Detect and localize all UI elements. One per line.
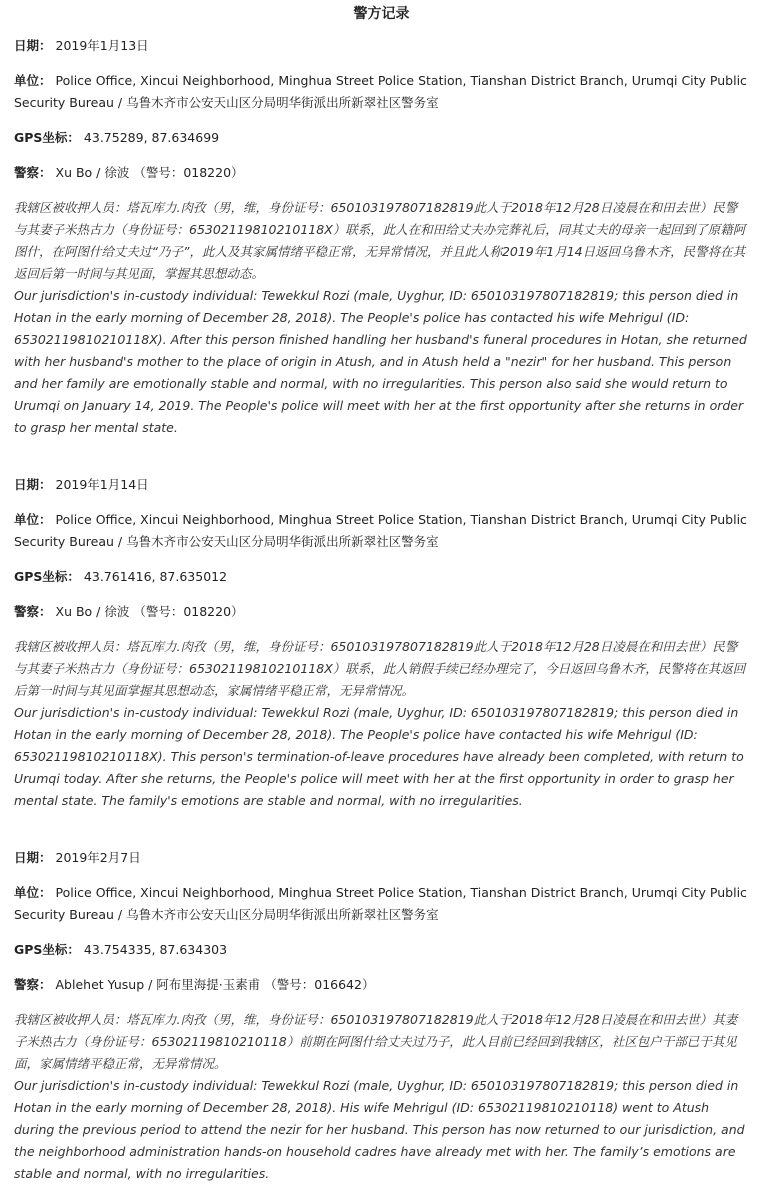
officer-label: 警察： — [14, 977, 52, 992]
unit-value: Police Office, Xincui Neighborhood, Minghua Street Police Station, Tianshan District Branch, Urumqi City Public Security Bureau / 乌鲁木齐市公安天山区分局明华街派出所新翠社区警务室 — [14, 885, 747, 922]
record-unit — [14, 70, 749, 114]
record-body-english: Our jurisdiction's in-custody individual: Tewekkul Rozi (male, Uyghur, ID: 650103197807182819; this person died in Hotan in the early morning of December 28, 2018). The People's police have contacted his wife Mehrigul (ID: 65302119810210118X). This person's termination-of-leave procedures have already been completed, with return to Urumqi today. After she returns, the People's police will meet with her at the first opportunity in order to grasp her mental state. The family's emotions are stable and normal, with no irregularities. — [14, 705, 744, 808]
officer-value: Ablehet Yusup / 阿布里海提·玉素甫 （警号：016642） — [55, 977, 375, 992]
unit-label: 单位： — [14, 73, 52, 88]
record-body-chinese: 我辖区被收押人员：塔瓦库力.肉孜（男，维，身份证号：650103197807182819此人于2018年12月28日凌晨在和田去世）民警与其妻子米热古力（身份证号：65302119810210118X）联系，此人在和田给丈夫办完葬礼后，同其丈夫的母亲一起回到了原籍阿图什，在阿图什给丈夫过“乃子”，此人及其家属情绪平稳正常，无异常情况，并且此人称2019年1月14日返回乌鲁木齐，民警将在其返回后第一时间与其见面，掌握其思想动态。 — [14, 200, 746, 281]
date-value: 2019年1月13日 — [55, 38, 149, 53]
date-label: 日期： — [14, 850, 52, 865]
gps-value: 43.75289, 87.634699 — [83, 130, 220, 145]
unit-label: 单位： — [14, 512, 52, 527]
officer-value: Xu Bo / 徐波 （警号：018220） — [55, 604, 244, 619]
date-value: 2019年2月7日 — [55, 850, 141, 865]
record-body-chinese: 我辖区被收押人员：塔瓦库力.肉孜（男，维，身份证号：650103197807182819此人于2018年12月28日凌晨在和田去世）民警与其妻子米热古力（身份证号：65302119810210118X）联系，此人销假手续已经办理完了，今日返回乌鲁木齐，民警将在其返回后第一时间与其见面掌握其思想动态，家属情绪平稳正常，无异常情况。 — [14, 639, 746, 698]
record-date — [14, 35, 749, 57]
officer-label: 警察： — [14, 165, 52, 180]
record-unit — [14, 882, 749, 926]
record-3 — [14, 847, 749, 1185]
gps-value: 43.754335, 87.634303 — [83, 942, 228, 957]
record-gps — [14, 127, 749, 149]
unit-value: Police Office, Xincui Neighborhood, Minghua Street Police Station, Tianshan District Branch, Urumqi City Public Security Bureau / 乌鲁木齐市公安天山区分局明华街派出所新翠社区警务室 — [14, 73, 747, 110]
record-body-english: Our jurisdiction's in-custody individual: Tewekkul Rozi (male, Uyghur, ID: 650103197807182819; this person died in Hotan in the early morning of December 28, 2018). His wife Mehrigul (ID: 65302119810210118) went to Atush during the previous period to attend the nezir for her husband. This person has now returned to our jurisdiction, and the neighborhood administration hands-on household cadres have already met with her. The family’s emotions are stable and normal, with no irregularities. — [14, 1078, 745, 1181]
officer-value: Xu Bo / 徐波 （警号：018220） — [55, 165, 244, 180]
date-value: 2019年1月14日 — [55, 477, 149, 492]
record-officer — [14, 601, 749, 623]
gps-label: GPS坐标： — [14, 130, 80, 145]
record-officer — [14, 162, 749, 184]
record-body-chinese: 我辖区被收押人员：塔瓦库力.肉孜（男，维，身份证号：650103197807182819此人于2018年12月28日凌晨在和田去世）其妻子米热古力（身份证号：65302119810210118）前期在阿图什给丈夫过乃子，此人目前已经回到我辖区，社区包户干部已于其见面，家属情绪平稳正常，无异常情况。 — [14, 1012, 738, 1071]
unit-value: Police Office, Xincui Neighborhood, Minghua Street Police Station, Tianshan District Branch, Urumqi City Public Security Bureau / 乌鲁木齐市公安天山区分局明华街派出所新翠社区警务室 — [14, 512, 747, 549]
gps-value: 43.761416, 87.635012 — [83, 569, 228, 584]
record-officer — [14, 974, 749, 996]
record-gps — [14, 566, 749, 588]
officer-label: 警察： — [14, 604, 52, 619]
date-label: 日期： — [14, 477, 52, 492]
record-date — [14, 474, 749, 496]
record-unit — [14, 509, 749, 553]
record-1 — [14, 35, 749, 439]
gps-label: GPS坐标： — [14, 569, 80, 584]
record-body-english: Our jurisdiction's in-custody individual: Tewekkul Rozi (male, Uyghur, ID: 650103197807182819; this person died in Hotan in the early morning of December 28, 2018). The People's police has contacted his wife Mehrigul (ID: 65302119810210118X). After this person finished handling her husband's funeral procedures in Hotan, she returned with her husband's mother to the place of origin in Atush, and in Atush held a "nezir" for her husband. This person and her family are emotionally stable and normal, with no irregularities. This person also said she would return to Urumqi on January 14, 2019. The People's police will meet with her at the first opportunity after she returns in order to grasp her mental state. — [14, 288, 747, 435]
gps-label: GPS坐标： — [14, 942, 80, 957]
page-title: 警方记录 — [353, 6, 410, 22]
unit-label: 单位： — [14, 885, 52, 900]
date-label: 日期： — [14, 38, 52, 53]
record-2 — [14, 474, 749, 812]
record-gps — [14, 939, 749, 961]
record-date — [14, 847, 749, 869]
